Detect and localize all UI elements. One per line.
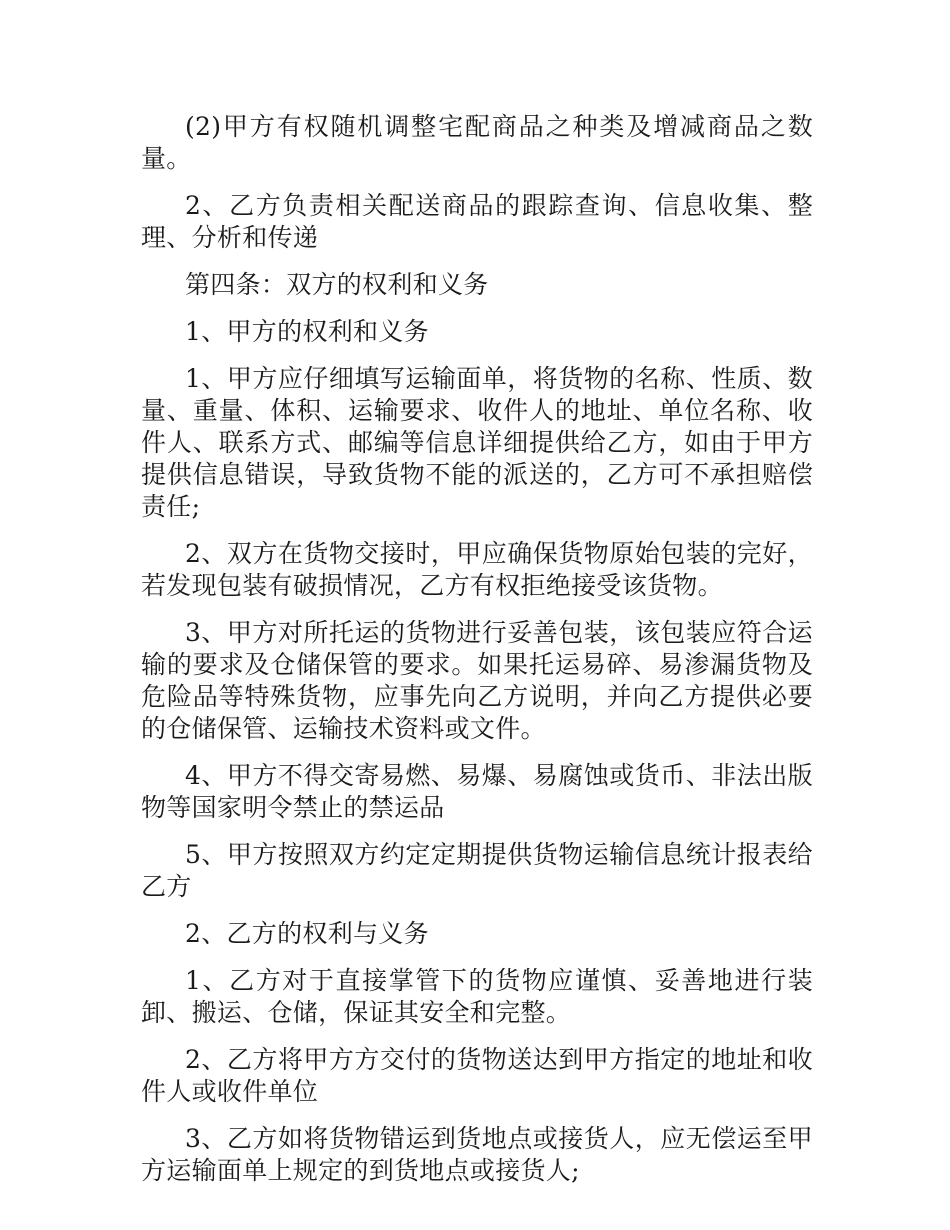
paragraph-a-3: 3、甲方对所托运的货物进行妥善包装，该包装应符合运输的要求及仓储保管的要求。如果托运易碎、易渗漏货物及危险品等特殊货物，应事先向乙方说明，并向乙方提供必要的仓储保管、运输技术资料或文件。	[141, 618, 813, 743]
paragraph-b-2: 2、乙方将甲方方交付的货物送达到甲方指定的地址和收件人或收件单位	[141, 1045, 813, 1106]
paragraph-tracking: 2、乙方负责相关配送商品的跟踪查询、信息收集、整理、分析和传递	[141, 191, 813, 252]
document-page	[141, 111, 813, 1202]
paragraph-a-5: 5、甲方按照双方约定定期提供货物运输信息统计报表给乙方	[141, 840, 813, 901]
paragraph-a-1: 1、甲方应仔细填写运输面单，将货物的名称、性质、数量、重量、体积、运输要求、收件人的地址、单位名称、收件人、联系方式、邮编等信息详细提供给乙方，如由于甲方提供信息错误，导致货物不能的派送的，乙方可不承担赔偿责任;	[141, 364, 813, 521]
section-heading-article-4: 第四条：双方的权利和义务	[185, 270, 489, 299]
paragraph-adjust-goods: (2)甲方有权随机调整宅配商品之种类及增减商品之数量。	[141, 112, 813, 173]
paragraph-a-2: 2、双方在货物交接时，甲应确保货物原始包装的完好，若发现包装有破损情况，乙方有权拒绝接受该货物。	[141, 539, 813, 600]
paragraph-b-1: 1、乙方对于直接掌管下的货物应谨慎、妥善地进行装卸、搬运、仓储，保证其安全和完整。	[141, 966, 813, 1027]
paragraph-a-4: 4、甲方不得交寄易燃、易爆、易腐蚀或货币、非法出版物等国家明令禁止的禁运品	[141, 761, 813, 822]
subheading-party-b: 2、乙方的权利与义务	[185, 919, 429, 948]
paragraph-b-3: 3、乙方如将货物错运到货地点或接货人，应无偿运至甲方运输面单上规定的到货地点或接货人;	[141, 1124, 813, 1185]
subheading-party-a: 1、甲方的权利和义务	[185, 317, 429, 346]
